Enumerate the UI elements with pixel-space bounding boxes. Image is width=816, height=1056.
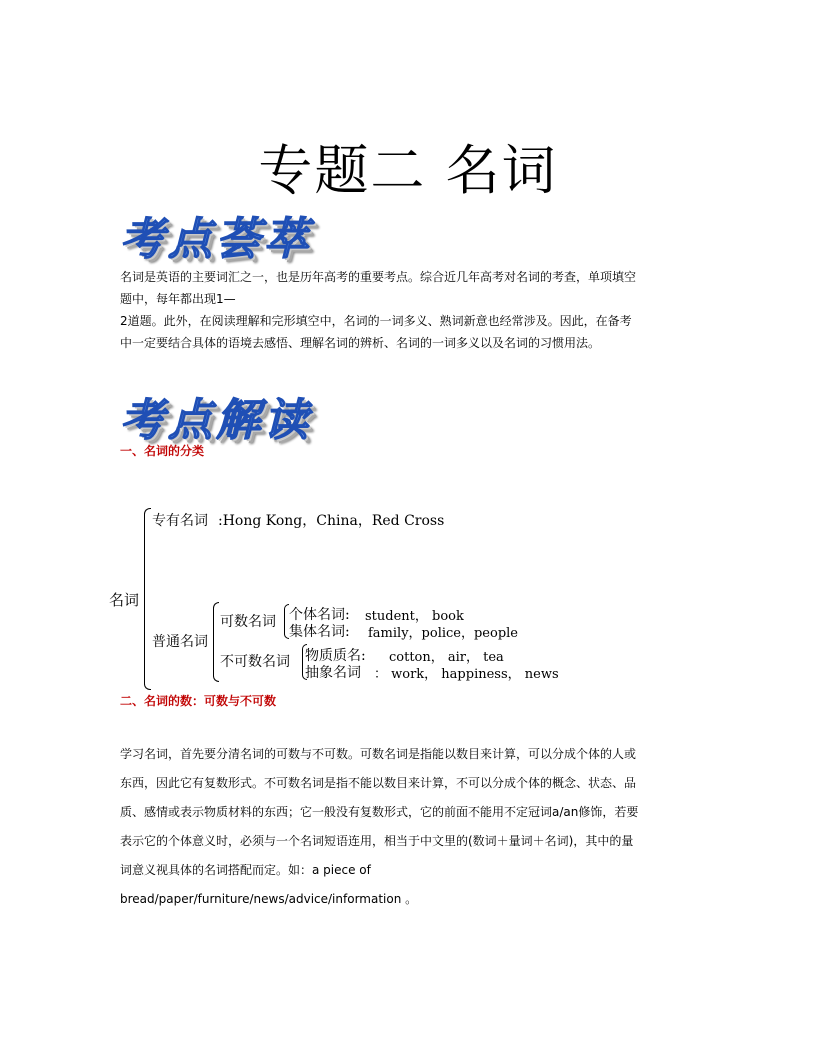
banner-overview: 考点荟萃 [120,214,312,265]
material-noun-label: 物质质名: [305,648,366,664]
page-title: 专题二 名词 [258,139,558,202]
body-line: 东西，因此它有复数形式。不可数名词是指不能以数目来计算，不可以分成个体的概念、状态、品 [120,776,637,790]
intro-line: 中一定要结合具体的语境去感悟、理解名词的辨析、名词的一词多义以及名词的习惯用法。 [120,336,601,350]
proper-noun-examples: :Hong Kong，China，Red Cross [218,513,445,529]
common-noun-label: 普通名词 [152,634,208,650]
number-paragraph [120,740,704,914]
collective-noun-label: 集体名词: [289,624,350,640]
tree-root-label: 名词 [109,591,140,609]
intro-line: 名词是英语的主要词汇之一，也是历年高考的重要考点。综合近几年高考对名词的考查，单项填空 [120,270,637,284]
body-line: 表示它的个体意义时，必须与一个名词短语连用，相当于中文里的(数词＋量词＋名词)，其中的量 [120,834,634,848]
intro-line: 题中，每年都出现1— [120,292,236,306]
common-noun-brace [213,602,219,682]
proper-noun-label: 专有名词 [152,513,208,529]
body-line: bread/paper/furniture/news/advice/information 。 [120,892,418,906]
root-brace [144,508,151,690]
banner-analysis: 考点解读 [120,395,312,446]
body-line: 词意义视具体的名词搭配而定。如：a piece of [120,863,371,877]
body-line: 质、感情或表示物质材料的东西；它一般没有复数形式，它的前面不能用不定冠词a/an修饰，若要 [120,805,639,819]
collective-noun-examples: family，police，people [368,626,519,641]
material-noun-examples: cotton， air， tea [389,650,504,665]
countable-noun-label: 可数名词 [220,614,276,630]
uncountable-noun-label: 不可数名词 [220,654,290,670]
abstract-noun-label: 抽象名词 [305,665,361,681]
body-line: 学习名词，首先要分清名词的可数与不可数。可数名词是指能以数目来计算，可以分成个体的人或 [120,747,637,761]
intro-line: 2道题。此外，在阅读理解和完形填空中，名词的一词多义、熟词新意也经常涉及。因此，在备考 [120,314,632,328]
individual-noun-label: 个体名词: [289,607,350,623]
section-heading-classification: 一、名词的分类 [120,444,205,458]
section-heading-number: 二、名词的数：可数与不可数 [120,694,277,708]
individual-noun-examples: student， book [365,609,464,624]
abstract-noun-examples: ： work， happiness， news [374,667,559,682]
